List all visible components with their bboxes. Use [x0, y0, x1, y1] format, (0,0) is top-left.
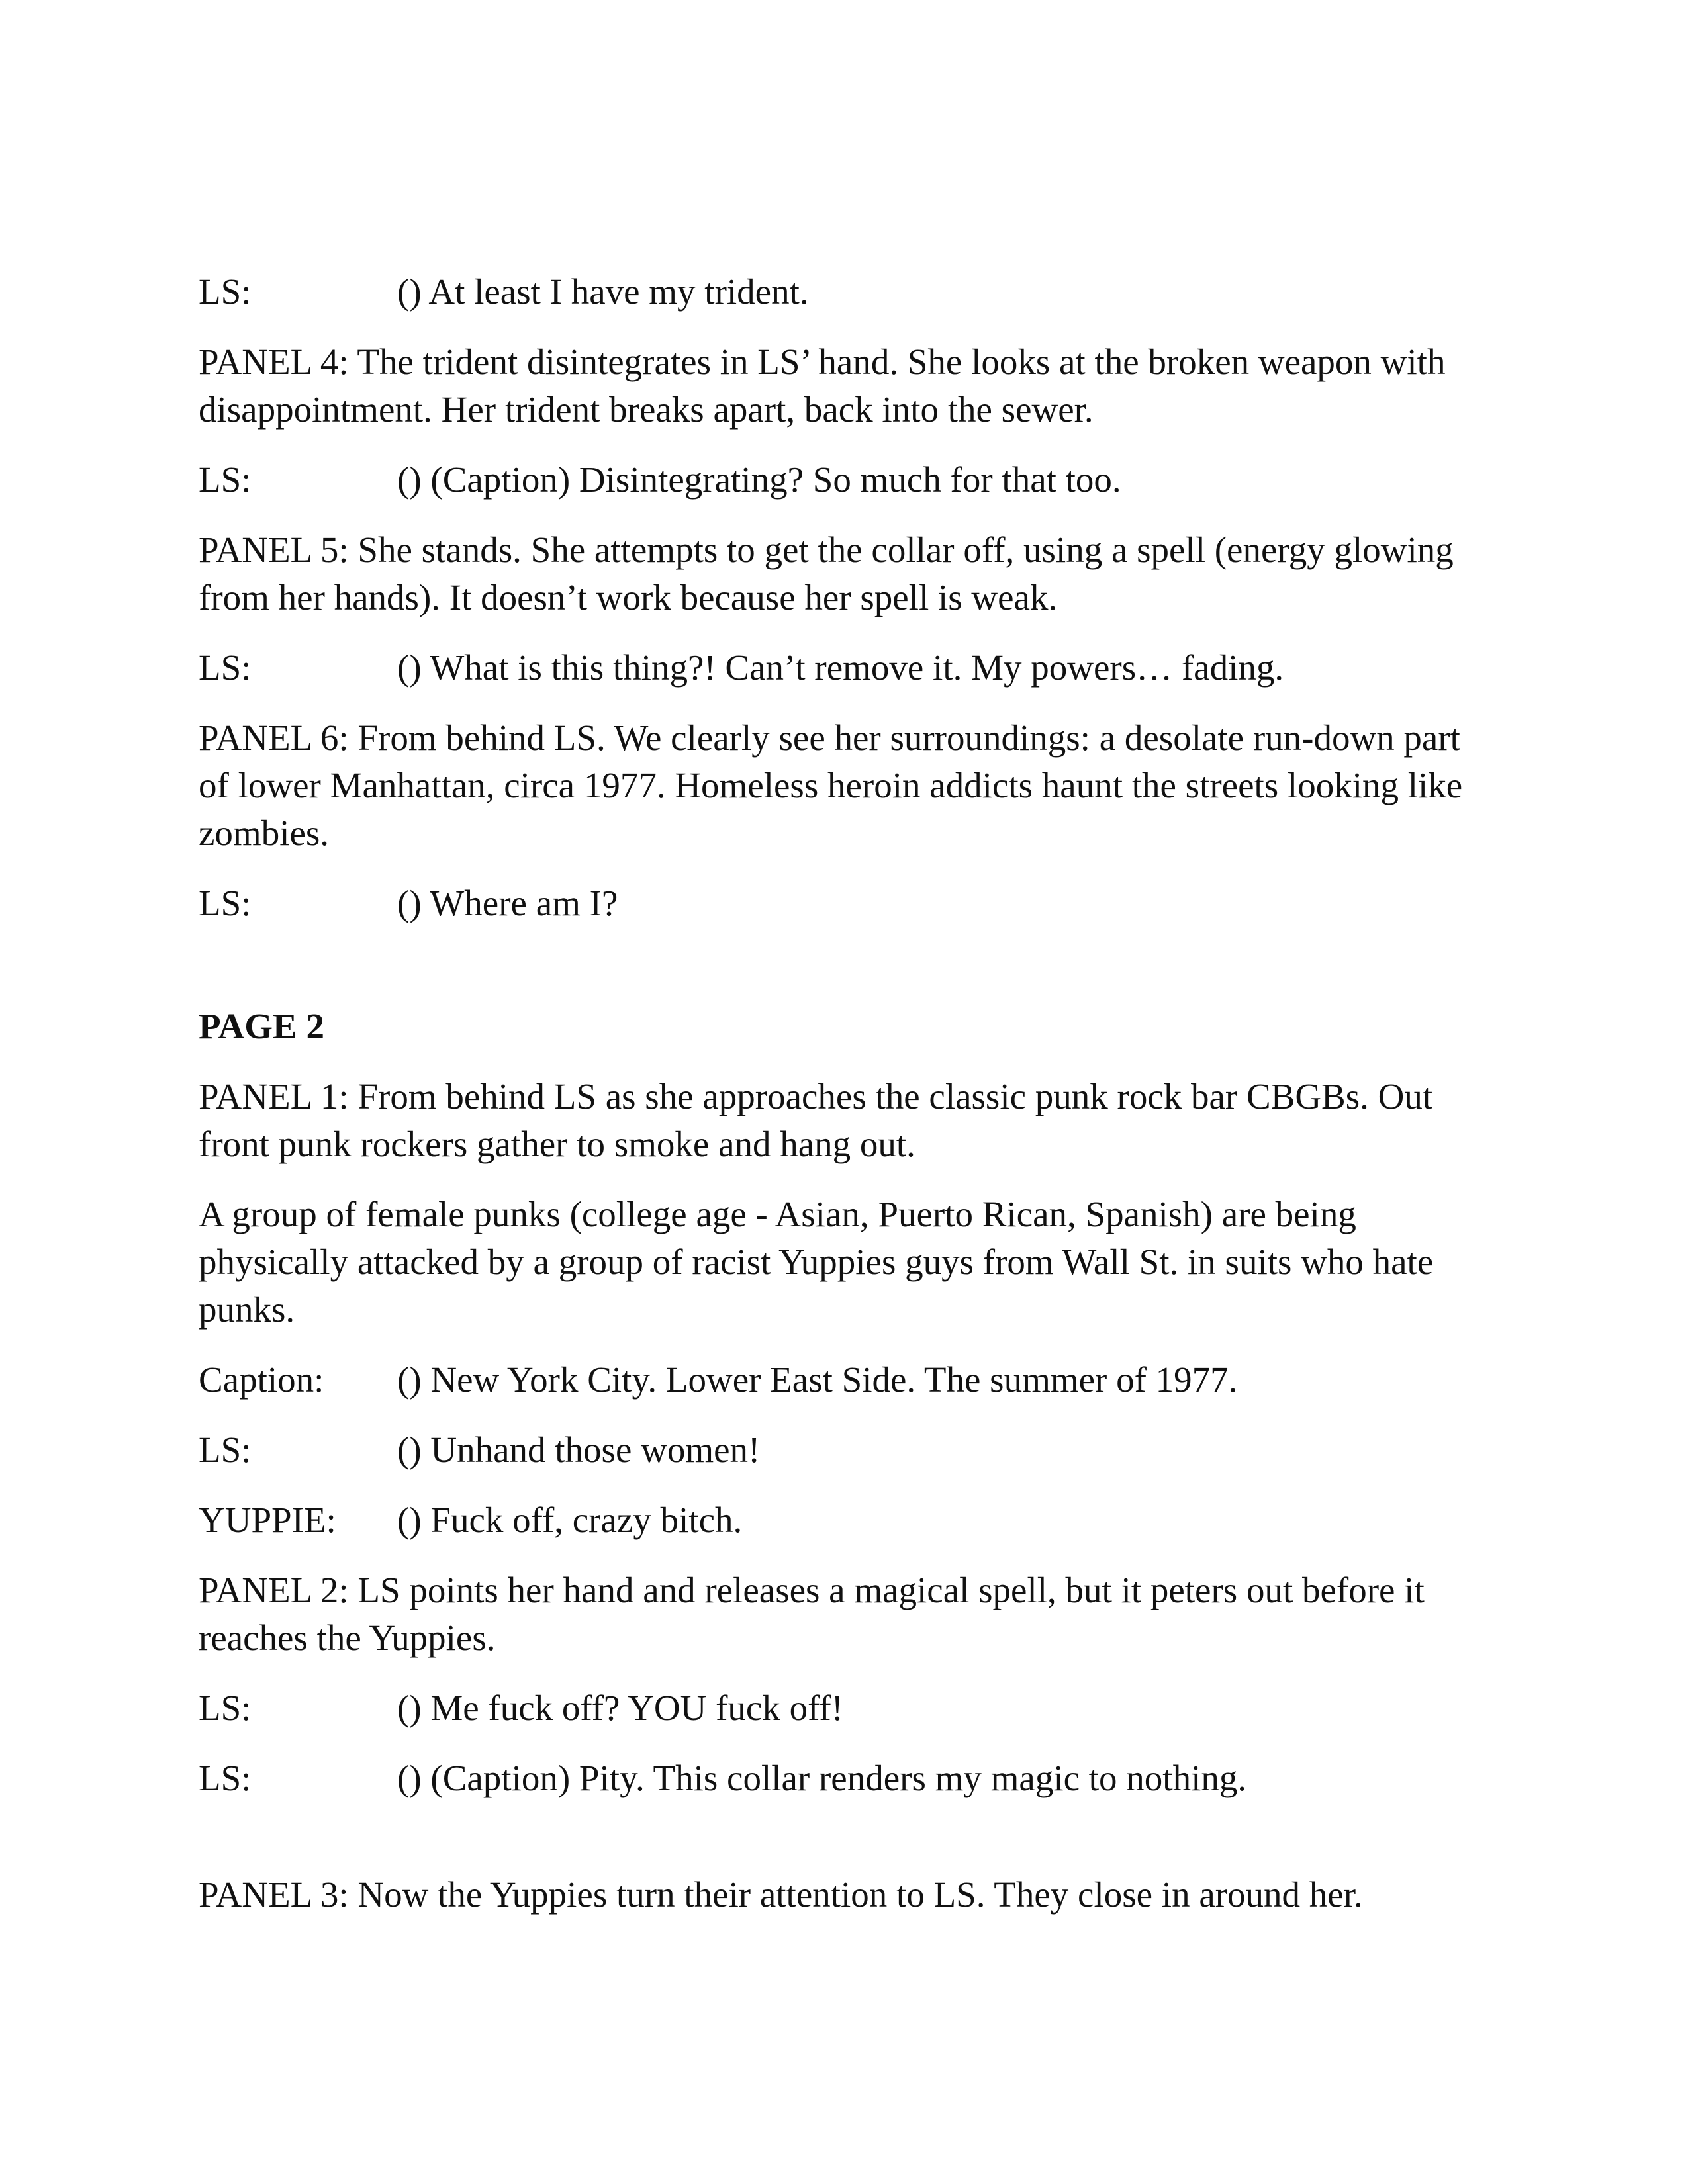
dialogue-text: () (Caption) Disintegrating? So much for that too. [397, 459, 1121, 500]
dialogue-text: () Unhand those women! [397, 1430, 761, 1470]
speaker-label: LS: [199, 1430, 252, 1470]
panel-description: PANEL 5: She stands. She attempts to get the collar off, using a spell (energy glowing from her hands). It doesn’t work because her spell is weak. [199, 529, 1454, 617]
script-body [199, 268, 1489, 1941]
spacer [199, 1825, 1489, 1871]
dialogue-line [199, 1356, 1489, 1404]
speaker-label: YUPPIE: [199, 1500, 336, 1540]
dialogue-line [199, 456, 1489, 504]
dialogue-line [199, 1684, 1489, 1732]
panel-description: PANEL 1: From behind LS as she approaches the classic punk rock bar CBGBs. Out front punk rockers gather to smoke and hang out. [199, 1076, 1433, 1164]
dialogue-text: () At least I have my trident. [397, 271, 809, 312]
speaker-label: LS: [199, 1688, 252, 1728]
panel-description: A group of female punks (college age - Asian, Puerto Rican, Spanish) are being physically attacked by a group of racist Yuppies guys from Wall St. in suits who hate punks. [199, 1194, 1434, 1330]
dialogue-text: () (Caption) Pity. This collar renders my magic to nothing. [397, 1758, 1247, 1798]
dialogue-line [199, 880, 1489, 927]
dialogue-line [199, 1496, 1489, 1544]
dialogue-text: () What is this thing?! Can’t remove it. My powers… fading. [397, 647, 1284, 688]
dialogue-line [199, 644, 1489, 692]
page-heading: PAGE 2 [199, 1006, 324, 1046]
dialogue-line [199, 1754, 1489, 1802]
dialogue-line [199, 268, 1489, 316]
panel-description: PANEL 3: Now the Yuppies turn their attention to LS. They close in around her. [199, 1874, 1363, 1915]
dialogue-text: () Fuck off, crazy bitch. [397, 1500, 743, 1540]
dialogue-text: () Me fuck off? YOU fuck off! [397, 1688, 844, 1728]
dialogue-text: () Where am I? [397, 883, 618, 923]
speaker-label: LS: [199, 1758, 252, 1798]
speaker-label: Caption: [199, 1359, 324, 1400]
speaker-label: LS: [199, 883, 252, 923]
spacer [199, 950, 1489, 1003]
dialogue-line [199, 1426, 1489, 1474]
speaker-label: LS: [199, 647, 252, 688]
speaker-label: LS: [199, 459, 252, 500]
panel-description: PANEL 6: From behind LS. We clearly see her surroundings: a desolate run-down part of lower Manhattan, circa 1977. Homeless heroin addicts haunt the streets looking like zombies. [199, 717, 1463, 853]
panel-description: PANEL 4: The trident disintegrates in LS’ hand. She looks at the broken weapon with disappointment. Her trident breaks apart, back into the sewer. [199, 341, 1446, 430]
dialogue-text: () New York City. Lower East Side. The summer of 1977. [397, 1359, 1238, 1400]
speaker-label: LS: [199, 271, 252, 312]
panel-description: PANEL 2: LS points her hand and releases a magical spell, but it peters out before it reaches the Yuppies. [199, 1570, 1425, 1658]
